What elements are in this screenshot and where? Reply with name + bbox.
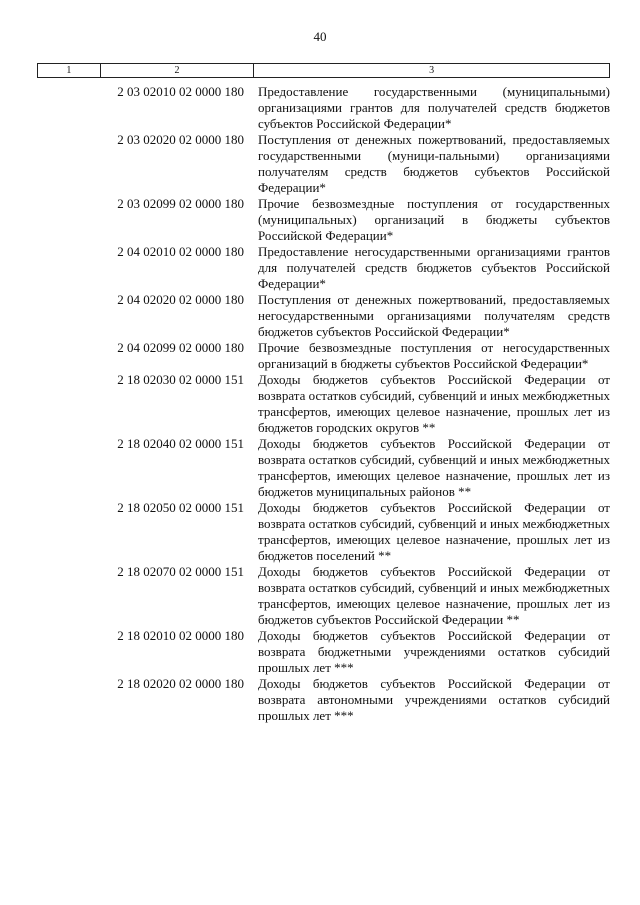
income-code: 2 18 02010 02 0000 180 (117, 628, 244, 643)
income-code: 2 03 02020 02 0000 180 (117, 132, 244, 147)
table-row (37, 436, 610, 500)
income-code: 2 18 02070 02 0000 151 (117, 564, 244, 579)
income-description: Доходы бюджетов субъектов Российской Федерации от возврата бюджетными учреждениями остатков субсидий прошлых лет *** (258, 628, 610, 675)
income-code: 2 18 02030 02 0000 151 (117, 372, 244, 387)
income-description: Прочие безвозмездные поступления от государственных (муниципальных) организаций в бюджеты субъектов Российской Федерации* (258, 196, 610, 243)
column-header-1: 1 (38, 64, 101, 77)
table-row (37, 628, 610, 676)
income-description: Предоставление государственными (муниципальными) организациями грантов для получателей средств бюджетов субъектов Российской Федерации* (258, 84, 610, 131)
income-description: Доходы бюджетов субъектов Российской Федерации от возврата остатков субсидий, субвенций и иных межбюджетных трансфертов, имеющих целевое назначение, прошлых лет из бюджетов субъектов Российской Федерации ** (258, 564, 610, 627)
income-description: Доходы бюджетов субъектов Российской Федерации от возврата автономными учреждениями остатков субсидий прошлых лет *** (258, 676, 610, 723)
table-header-row (37, 63, 610, 78)
table-body (37, 84, 610, 724)
income-codes-table (37, 63, 610, 724)
table-row (37, 196, 610, 244)
table-row (37, 84, 610, 132)
income-description: Поступления от денежных пожертвований, предоставляемых государственными (муници-пальными) организациями получателям средств бюджетов субъектов Российской Федерации* (258, 132, 610, 195)
income-code: 2 03 02010 02 0000 180 (117, 84, 244, 99)
income-description: Поступления от денежных пожертвований, предоставляемых негосударственными организациями получателям средств бюджетов субъектов Российской Федерации* (258, 292, 610, 339)
income-description: Доходы бюджетов субъектов Российской Федерации от возврата остатков субсидий, субвенций и иных межбюджетных трансфертов, имеющих целевое назначение, прошлых лет из бюджетов поселений ** (258, 500, 610, 563)
income-code: 2 04 02020 02 0000 180 (117, 292, 244, 307)
income-code: 2 18 02020 02 0000 180 (117, 676, 244, 691)
income-description: Доходы бюджетов субъектов Российской Федерации от возврата остатков субсидий, субвенций и иных межбюджетных трансфертов, имеющих целевое назначение, прошлых лет из бюджетов муниципальных районов ** (258, 436, 610, 499)
table-row (37, 372, 610, 436)
table-row (37, 676, 610, 724)
income-code: 2 04 02010 02 0000 180 (117, 244, 244, 259)
income-code: 2 18 02040 02 0000 151 (117, 436, 244, 451)
table-row (37, 132, 610, 196)
table-row (37, 564, 610, 628)
income-description: Предоставление негосударственными организациями грантов для получателей средств бюджетов субъектов Российской Федерации* (258, 244, 610, 291)
table-row (37, 340, 610, 372)
table-row (37, 244, 610, 292)
income-description: Прочие безвозмездные поступления от негосударственных организаций в бюджеты субъектов Российской Федерации* (258, 340, 610, 371)
column-header-3: 3 (429, 65, 435, 76)
income-code: 2 04 02099 02 0000 180 (117, 340, 244, 355)
income-code: 2 18 02050 02 0000 151 (117, 500, 244, 515)
table-row (37, 292, 610, 340)
column-header-2: 2 (101, 64, 254, 77)
income-code: 2 03 02099 02 0000 180 (117, 196, 244, 211)
page-number: 40 (313, 29, 327, 44)
table-row (37, 500, 610, 564)
income-description: Доходы бюджетов субъектов Российской Федерации от возврата остатков субсидий, субвенций и иных межбюджетных трансфертов, имеющих целевое назначение, прошлых лет из бюджетов городских округов ** (258, 372, 610, 435)
